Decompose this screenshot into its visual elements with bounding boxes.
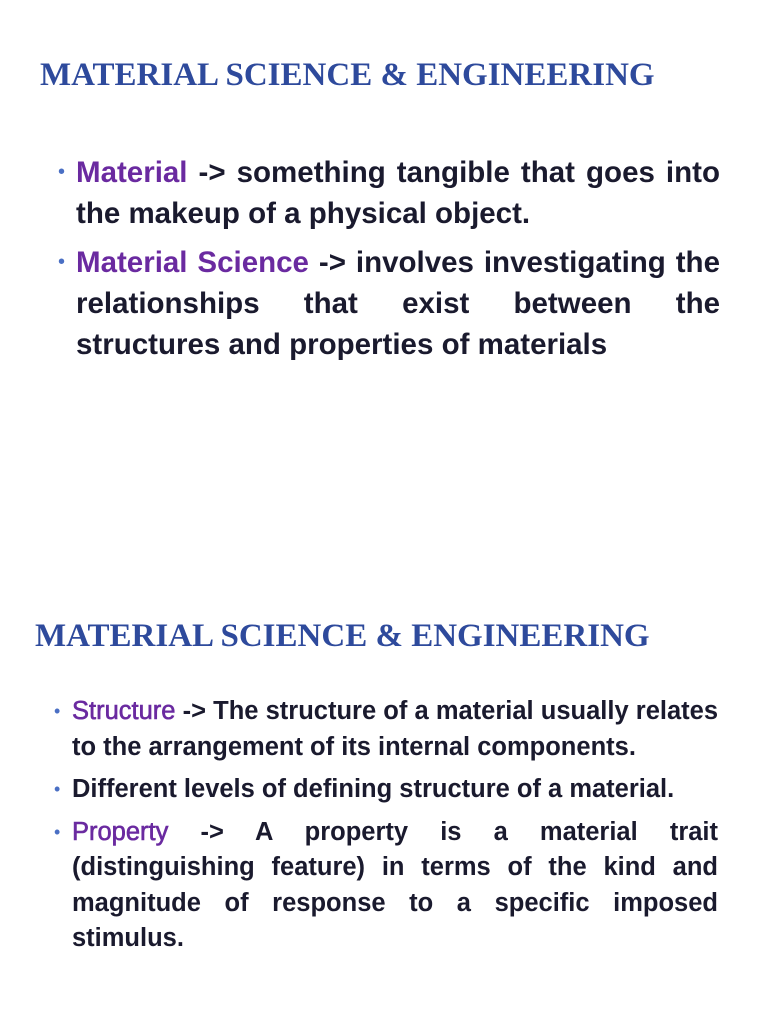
slide-2-title: MATERIAL SCIENCE & ENGINEERING xyxy=(35,618,650,654)
definition-text: -> something tangible that goes into the makeup of a physical object. xyxy=(76,156,720,230)
definition-text: -> A property is a material trait (distinguishing feature) in terms of the kind and magnitude of response to a specific imposed stimulus. xyxy=(72,817,718,952)
bullet-dot-icon: • xyxy=(54,821,61,842)
definition-text: Different levels of defining structure of a material. xyxy=(72,775,675,803)
bullet-structure xyxy=(54,694,718,765)
slide-1 xyxy=(0,0,768,500)
bullet-material xyxy=(58,152,720,234)
bullet-dot-icon: • xyxy=(54,701,61,721)
slide-2-bullet-list xyxy=(54,694,718,964)
term-structure: Structure xyxy=(72,697,176,725)
bullet-property xyxy=(54,815,718,957)
slide-2 xyxy=(0,560,768,1024)
bullet-dot-icon: • xyxy=(58,251,66,273)
definition-text: -> involves investigating the relationships that exist between the structures and properties of materials xyxy=(76,246,720,361)
term-material: Material xyxy=(76,156,188,189)
slide-1-bullet-list xyxy=(58,152,720,373)
term-material-science: Material Science xyxy=(76,246,309,279)
slide-1-title: MATERIAL SCIENCE & ENGINEERING xyxy=(40,57,655,93)
bullet-structure-levels xyxy=(54,772,718,808)
term-property: Property xyxy=(72,817,169,846)
bullet-dot-icon: • xyxy=(54,779,61,799)
bullet-material-science xyxy=(58,242,720,365)
definition-text: -> The structure of a material usually relates to the arrangement of its internal components. xyxy=(72,697,718,761)
bullet-dot-icon: • xyxy=(58,161,66,183)
